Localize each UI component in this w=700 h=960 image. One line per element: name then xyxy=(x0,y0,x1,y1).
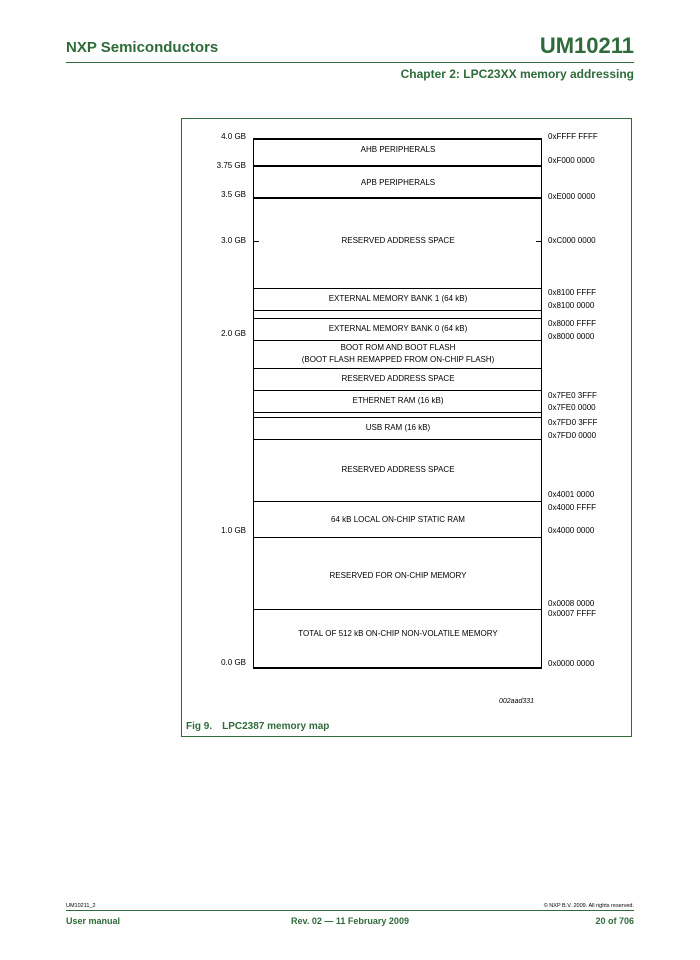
gb-label: 3.5 GB xyxy=(221,190,246,199)
gb-label: 1.0 GB xyxy=(221,526,246,535)
address-label: 0x7FD0 0000 xyxy=(548,431,597,440)
address-label: 0x8100 FFFF xyxy=(548,288,597,297)
company-name: NXP Semiconductors xyxy=(66,39,219,56)
boundary-line xyxy=(253,197,542,199)
region-ethernet-ram: ETHERNET RAM (16 kB) xyxy=(352,396,444,405)
boundary-line xyxy=(253,310,542,311)
region-usb-ram: USB RAM (16 kB) xyxy=(365,423,431,432)
region-flash: TOTAL OF 512 kB ON-CHIP NON-VOLATILE MEMORY xyxy=(298,629,498,638)
footer-copyright: © NXP B.V. 2009. All rights reserved. xyxy=(543,903,634,909)
figure-number: 002aad331 xyxy=(499,698,535,705)
figure-caption xyxy=(186,721,329,732)
address-label: 0x7FD0 3FFF xyxy=(548,418,598,427)
boundary-line xyxy=(253,537,542,538)
address-label: 0x4001 0000 xyxy=(548,490,595,499)
boundary-line xyxy=(253,318,542,319)
region-reserved-upper: RESERVED ADDRESS SPACE xyxy=(341,236,455,245)
region-reserved-mid: RESERVED ADDRESS SPACE xyxy=(341,374,455,383)
gb-label: 3.0 GB xyxy=(221,236,246,245)
address-label: 0xFFFF FFFF xyxy=(548,132,598,141)
boundary-line xyxy=(253,340,542,341)
boundary-line xyxy=(253,667,542,669)
address-label: 0xF000 0000 xyxy=(548,156,595,165)
boundary-line xyxy=(253,288,542,289)
footer-page-number: 20 of 706 xyxy=(595,916,634,926)
chapter-title: Chapter 2: LPC23XX memory addressing xyxy=(400,67,634,81)
region-local-sram: 64 kB LOCAL ON-CHIP STATIC RAM xyxy=(331,515,465,524)
region-external-bank-1: EXTERNAL MEMORY BANK 1 (64 kB) xyxy=(328,294,468,303)
boundary-line xyxy=(253,368,542,369)
footer-rule xyxy=(66,910,634,911)
footer-doc-file: UM10211_2 xyxy=(66,903,96,909)
region-boot-rom-note: (BOOT FLASH REMAPPED FROM ON-CHIP FLASH) xyxy=(301,355,495,364)
address-label: 0x0008 0000 xyxy=(548,599,595,608)
region-boot-rom: BOOT ROM AND BOOT FLASH xyxy=(340,343,456,352)
region-apb-peripherals: APB PERIPHERALS xyxy=(360,178,436,187)
footer-doc-type: User manual xyxy=(66,916,121,926)
footer-revision: Rev. 02 — 11 February 2009 xyxy=(291,916,409,926)
address-label: 0x0007 FFFF xyxy=(548,609,597,618)
region-reserved-lower: RESERVED ADDRESS SPACE xyxy=(341,465,455,474)
address-label: 0x7FE0 0000 xyxy=(548,403,596,412)
boundary-line xyxy=(253,390,542,391)
boundary-line xyxy=(253,417,542,418)
address-label: 0x4000 0000 xyxy=(548,526,595,535)
address-label: 0x8000 0000 xyxy=(548,332,595,341)
region-external-bank-0: EXTERNAL MEMORY BANK 0 (64 kB) xyxy=(328,324,468,333)
address-label: 0xC000 0000 xyxy=(548,236,596,245)
gb-label: 4.0 GB xyxy=(221,132,246,141)
gb-label: 0.0 GB xyxy=(221,658,246,667)
address-label: 0x8100 0000 xyxy=(548,301,595,310)
address-label: 0x7FE0 3FFF xyxy=(548,391,597,400)
header-rule xyxy=(66,62,634,63)
boundary-line xyxy=(253,165,542,167)
boundary-line xyxy=(253,138,542,140)
caption-title: LPC2387 memory map xyxy=(222,721,330,732)
region-ahb-peripherals: AHB PERIPHERALS xyxy=(360,145,436,154)
boundary-line xyxy=(253,412,542,413)
address-label: 0x0000 0000 xyxy=(548,659,595,668)
boundary-line xyxy=(253,501,542,502)
caption-number: Fig 9. xyxy=(186,721,213,732)
address-label: 0xE000 0000 xyxy=(548,192,596,201)
boundary-line xyxy=(253,609,542,610)
document-id: UM10211 xyxy=(539,33,634,58)
boundary-line xyxy=(253,439,542,440)
gb-label: 3.75 GB xyxy=(216,161,246,170)
address-label: 0x4000 FFFF xyxy=(548,503,597,512)
gb-label: 2.0 GB xyxy=(221,329,246,338)
address-label: 0x8000 FFFF xyxy=(548,319,597,328)
region-reserved-on-chip: RESERVED FOR ON-CHIP MEMORY xyxy=(329,571,467,580)
